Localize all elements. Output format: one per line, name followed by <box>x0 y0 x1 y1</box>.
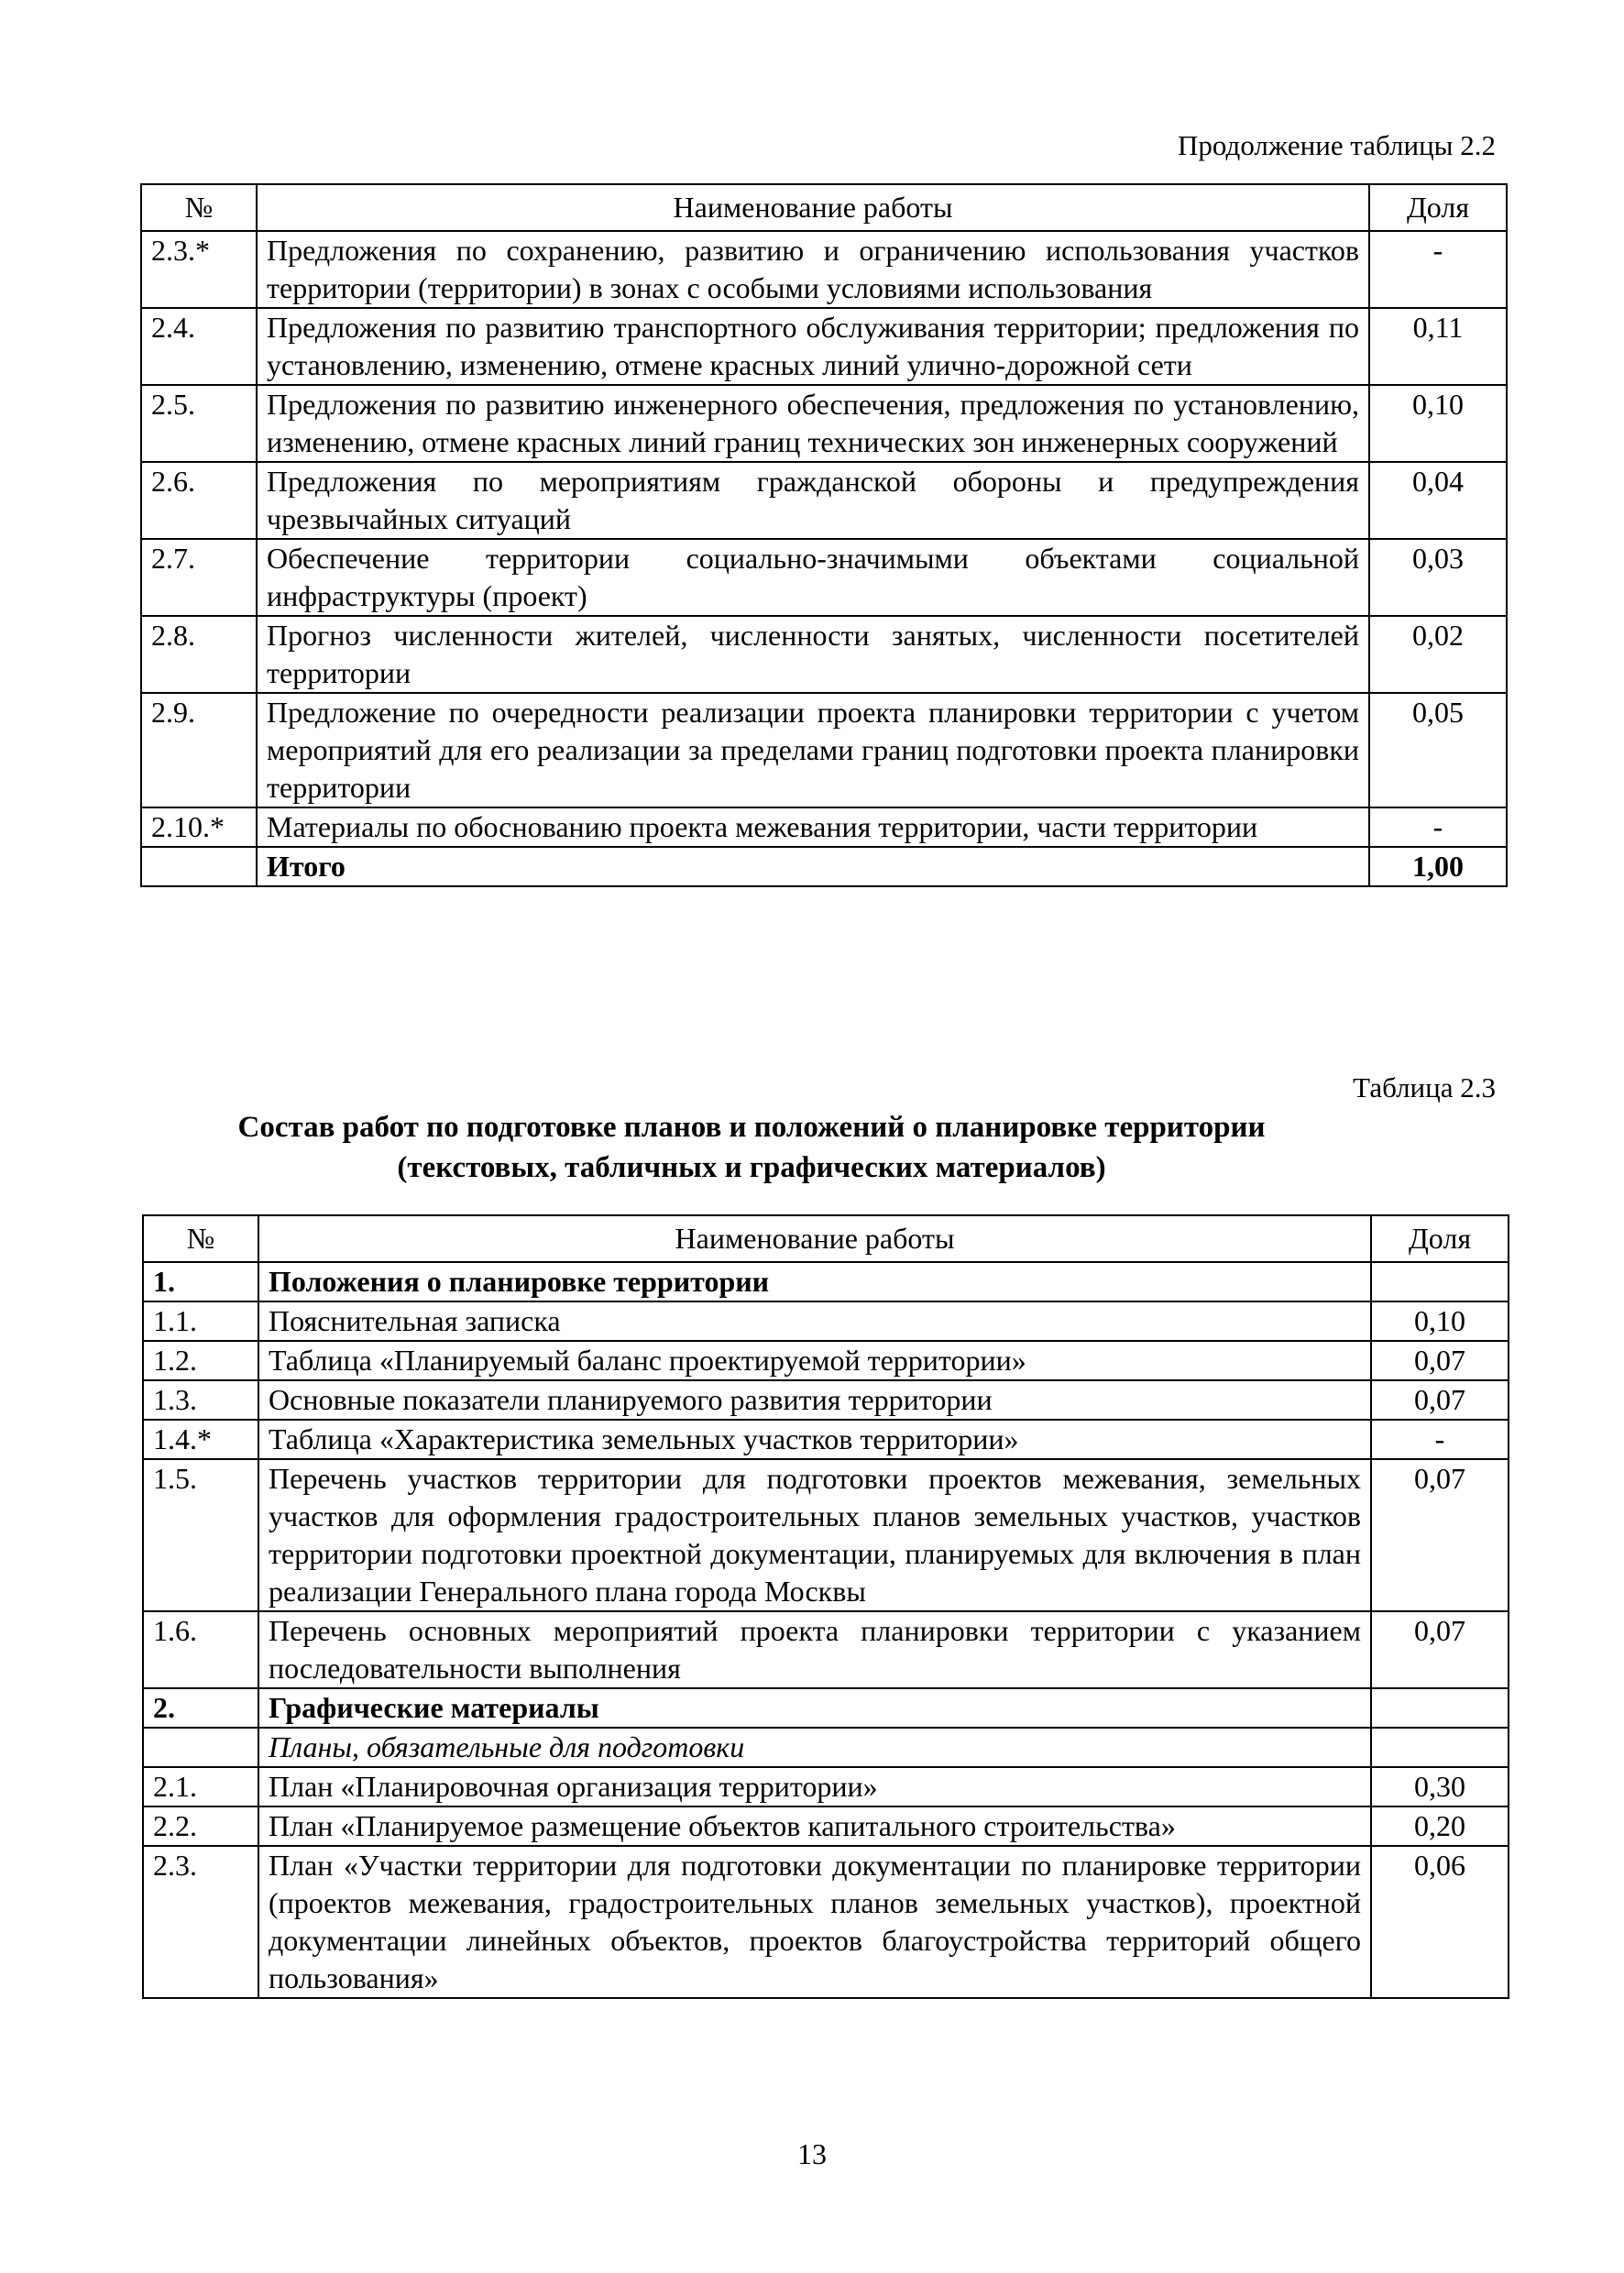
row-share: 0,05 <box>1369 693 1507 807</box>
row-share: 0,02 <box>1369 616 1507 693</box>
row-name: План «Планировочная организация территории» <box>258 1767 1371 1806</box>
row-num: 2. <box>143 1688 258 1728</box>
row-num: 2.9. <box>141 693 257 807</box>
row-name: Пояснительная записка <box>258 1301 1371 1341</box>
row-num: 1.5. <box>143 1459 258 1611</box>
row-name: Положения о планировке территории <box>258 1262 1371 1301</box>
table-row <box>141 462 1507 539</box>
row-share: 0,03 <box>1369 539 1507 616</box>
row-name: Перечень участков территории для подготовки проектов межевания, земельных участков для оформления градостроительных планов земельных участков, участков территории подготовки проектной документации, планируемых для включения в план реализации Генерального плана города Москвы <box>258 1459 1371 1611</box>
table-row <box>143 1611 1509 1688</box>
row-name: Таблица «Характеристика земельных участков территории» <box>258 1420 1371 1459</box>
row-share: 0,04 <box>1369 462 1507 539</box>
row-name: Перечень основных мероприятий проекта планировки территории с указанием последовательности выполнения <box>258 1611 1371 1688</box>
row-num: 2.7. <box>141 539 257 616</box>
table-title-line-1: Состав работ по подготовке планов и положений о планировке территории <box>237 1111 1266 1144</box>
row-share: 0,06 <box>1371 1846 1509 1998</box>
row-num: 1.6. <box>143 1611 258 1688</box>
table-row <box>143 1420 1509 1459</box>
row-name: Предложения по развитию транспортного обслуживания территории; предложения по установлению, изменению, отмене красных линий улично-дорожной сети <box>257 308 1369 385</box>
table-row <box>141 807 1507 847</box>
row-share <box>1371 1728 1509 1767</box>
row-num: 1. <box>143 1262 258 1301</box>
row-name: Таблица «Планируемый баланс проектируемой территории» <box>258 1341 1371 1380</box>
header-name: Наименование работы <box>258 1215 1371 1262</box>
table-row <box>143 1301 1509 1341</box>
row-num: 2.3.* <box>141 231 257 308</box>
table-2-3 <box>142 1214 1509 1999</box>
row-num: 2.8. <box>141 616 257 693</box>
row-share: - <box>1369 807 1507 847</box>
row-share: 0,11 <box>1369 308 1507 385</box>
row-name: Предложения по мероприятиям гражданской обороны и предупреждения чрезвычайных ситуаций <box>257 462 1369 539</box>
row-name: Графические материалы <box>258 1688 1371 1728</box>
table-row <box>141 308 1507 385</box>
table-row <box>141 539 1507 616</box>
row-num: 1.1. <box>143 1301 258 1341</box>
table-2-2 <box>140 183 1508 887</box>
table-row <box>143 1380 1509 1420</box>
row-share: 0,07 <box>1371 1611 1509 1688</box>
table-row <box>143 1341 1509 1380</box>
table-row <box>143 1846 1509 1998</box>
total-num <box>141 847 257 886</box>
row-num: 2.5. <box>141 385 257 462</box>
row-name: Основные показатели планируемого развития территории <box>258 1380 1371 1420</box>
table-row <box>141 693 1507 807</box>
row-num: 1.2. <box>143 1341 258 1380</box>
subsection-row <box>143 1728 1509 1767</box>
row-name: План «Участки территории для подготовки документации по планировке территории (проектов межевания, градостроительных планов земельных участков), проектной документации линейных объектов, проектов благоустройства территорий общего пользования» <box>258 1846 1371 1998</box>
row-name: Предложение по очередности реализации проекта планировки территории с учетом мероприятий для его реализации за пределами границ подготовки проекта планировки территории <box>257 693 1369 807</box>
total-label: Итого <box>257 847 1369 886</box>
row-name: Прогноз численности жителей, численности занятых, численности посетителей территории <box>257 616 1369 693</box>
row-num: 2.2. <box>143 1806 258 1846</box>
row-share <box>1371 1688 1509 1728</box>
row-num <box>143 1728 258 1767</box>
section-row <box>143 1688 1509 1728</box>
table-2-3-title <box>128 1107 1375 1188</box>
row-name: Предложения по сохранению, развитию и ограничению использования участков территории (территории) в зонах с особыми условиями использования <box>257 231 1369 308</box>
row-name: Обеспечение территории социально-значимыми объектами социальной инфраструктуры (проект) <box>257 539 1369 616</box>
header-share: Доля <box>1371 1215 1509 1262</box>
table-header-row <box>141 184 1507 231</box>
total-share: 1,00 <box>1369 847 1507 886</box>
row-num: 2.4. <box>141 308 257 385</box>
row-num: 2.3. <box>143 1846 258 1998</box>
header-share: Доля <box>1369 184 1507 231</box>
table-2-3-label: Таблица 2.3 <box>1353 1071 1496 1104</box>
table-row <box>143 1806 1509 1846</box>
row-share: - <box>1371 1420 1509 1459</box>
table-header-row <box>143 1215 1509 1262</box>
row-share: 0,07 <box>1371 1341 1509 1380</box>
row-share: 0,10 <box>1371 1301 1509 1341</box>
table-row <box>143 1767 1509 1806</box>
table-title-line-2: (текстовых, табличных и графических материалов) <box>397 1151 1106 1184</box>
row-name: Предложения по развитию инженерного обеспечения, предложения по установлению, изменению, отмене красных линий границ технических зон инженерных сооружений <box>257 385 1369 462</box>
page-number: 13 <box>797 2137 827 2170</box>
row-share: - <box>1369 231 1507 308</box>
table-row <box>143 1459 1509 1611</box>
table-row <box>141 231 1507 308</box>
table-row <box>141 616 1507 693</box>
header-num: № <box>143 1215 258 1262</box>
row-share: 0,20 <box>1371 1806 1509 1846</box>
row-share: 0,30 <box>1371 1767 1509 1806</box>
row-share: 0,07 <box>1371 1380 1509 1420</box>
row-num: 2.1. <box>143 1767 258 1806</box>
header-name: Наименование работы <box>257 184 1369 231</box>
row-num: 1.3. <box>143 1380 258 1420</box>
row-share: 0,07 <box>1371 1459 1509 1611</box>
table-row <box>141 385 1507 462</box>
row-num: 2.6. <box>141 462 257 539</box>
table-continuation-caption: Продолжение таблицы 2.2 <box>1178 129 1496 161</box>
row-share <box>1371 1262 1509 1301</box>
row-name: Планы, обязательные для подготовки <box>258 1728 1371 1767</box>
row-name: Материалы по обоснованию проекта межевания территории, части территории <box>257 807 1369 847</box>
row-share: 0,10 <box>1369 385 1507 462</box>
row-num: 2.10.* <box>141 807 257 847</box>
row-num: 1.4.* <box>143 1420 258 1459</box>
row-name: План «Планируемое размещение объектов капитального строительства» <box>258 1806 1371 1846</box>
table-total-row <box>141 847 1507 886</box>
section-row <box>143 1262 1509 1301</box>
header-num: № <box>141 184 257 231</box>
